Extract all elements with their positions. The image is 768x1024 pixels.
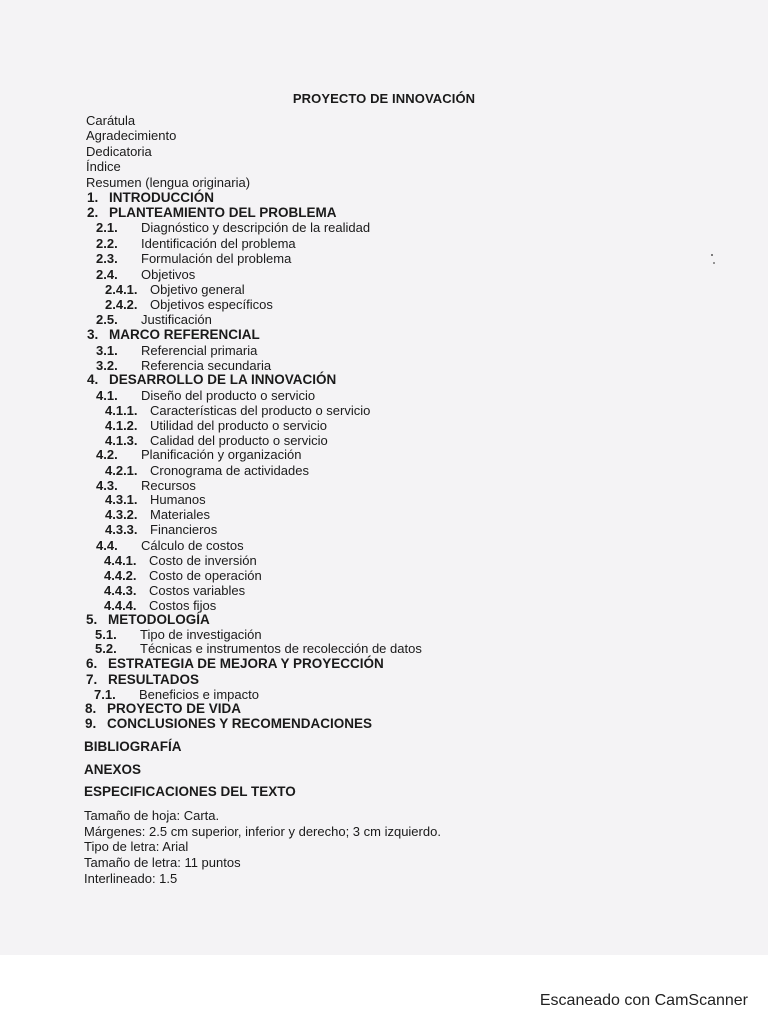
toc-text: Referencial primaria — [141, 343, 258, 358]
toc-number: 2.4.1. — [105, 282, 138, 297]
toc-number: 4.4.4. — [104, 598, 137, 613]
toc-text: Formulación del problema — [141, 251, 292, 266]
toc-text: Tipo de investigación — [140, 627, 262, 642]
toc-text: Costo de operación — [149, 568, 262, 583]
toc-number: 4.3.2. — [105, 507, 138, 522]
toc-number: 2. — [87, 205, 99, 220]
toc-number: 5.1. — [95, 627, 117, 642]
spec-line: Tipo de letra: Arial — [84, 839, 189, 854]
toc-number: 7. — [86, 672, 98, 687]
toc-number: 4.4. — [96, 538, 118, 553]
toc-number: 2.4. — [96, 267, 118, 282]
toc-number: 1. — [87, 190, 99, 205]
toc-number: 4.1.3. — [105, 433, 138, 448]
camscanner-watermark: Escaneado con CamScanner — [539, 992, 748, 1009]
toc-number: 4.4.2. — [104, 568, 137, 583]
toc-text: Objetivos — [141, 267, 196, 282]
prelim-item: Resumen (lengua originaria) — [86, 175, 251, 190]
toc-text: Costos fijos — [149, 598, 217, 613]
toc-number: 4.4.3. — [104, 583, 137, 598]
prelim-item: Agradecimiento — [86, 128, 177, 143]
prelim-item: Índice — [86, 159, 121, 174]
toc-number: 4.1.2. — [105, 418, 138, 433]
toc-number: 4.2. — [96, 447, 118, 462]
toc-number: 2.2. — [96, 236, 118, 251]
toc-text: Costo de inversión — [149, 553, 257, 568]
toc-text: Diseño del producto o servicio — [141, 388, 316, 403]
toc-text: ESTRATEGIA DE MEJORA Y PROYECCIÓN — [108, 656, 384, 671]
toc-text: Referencia secundaria — [141, 358, 272, 373]
toc-text: Costos variables — [149, 583, 246, 598]
toc-text: Justificación — [141, 312, 212, 327]
toc-number: 6. — [86, 656, 98, 671]
toc-number: 8. — [85, 701, 97, 716]
toc-number: 2.4.2. — [105, 297, 138, 312]
spec-line: Tamaño de letra: 11 puntos — [84, 855, 241, 870]
toc-text: Objetivo general — [150, 282, 245, 297]
toc-number: 7.1. — [94, 687, 116, 702]
toc-number: 3.1. — [96, 343, 118, 358]
toc-text: Identificación del problema — [141, 236, 296, 251]
annexes-heading: ANEXOS — [84, 762, 142, 777]
toc-text: Humanos — [150, 492, 206, 507]
spec-line: Tamaño de hoja: Carta. — [84, 808, 220, 823]
prelim-item: Dedicatoria — [86, 144, 152, 159]
toc-number: 2.1. — [96, 220, 118, 235]
toc-text: Cronograma de actividades — [150, 463, 309, 478]
toc-text: Materiales — [150, 507, 210, 522]
toc-text: PROYECTO DE VIDA — [107, 701, 242, 716]
toc-text: Técnicas e instrumentos de recolección de datos — [140, 641, 422, 656]
toc-number: 2.3. — [96, 251, 118, 266]
toc-text: Objetivos específicos — [150, 297, 273, 312]
toc-text: PLANTEAMIENTO DEL PROBLEMA — [109, 205, 337, 220]
toc-number: 4.3. — [96, 478, 118, 493]
toc-text: Recursos — [141, 478, 196, 493]
scan-speck — [711, 254, 713, 256]
toc-number: 3. — [87, 327, 99, 342]
toc-text: Características del producto o servicio — [150, 403, 371, 418]
toc-text: RESULTADOS — [108, 672, 199, 687]
toc-number: 5. — [86, 612, 98, 627]
scan-speck — [713, 262, 715, 264]
toc-text: INTRODUCCIÓN — [109, 190, 214, 205]
toc-text: DESARROLLO DE LA INNOVACIÓN — [109, 372, 337, 387]
toc-number: 9. — [85, 716, 97, 731]
prelim-item: Carátula — [86, 113, 136, 128]
toc-text: Cálculo de costos — [141, 538, 244, 553]
toc-text: Beneficios e impacto — [139, 687, 259, 702]
toc-text: CONCLUSIONES Y RECOMENDACIONES — [107, 716, 373, 731]
toc-number: 4.1. — [96, 388, 118, 403]
toc-text: Calidad del producto o servicio — [150, 433, 328, 448]
document-title: PROYECTO DE INNOVACIÓN — [292, 91, 476, 106]
toc-text: Utilidad del producto o servicio — [150, 418, 328, 433]
toc-text: METODOLOGÍA — [108, 612, 210, 627]
toc-text: Diagnóstico y descripción de la realidad — [141, 220, 371, 235]
toc-text: Planificación y organización — [141, 447, 302, 462]
toc-number: 3.2. — [96, 358, 118, 373]
toc-number: 4.1.1. — [105, 403, 138, 418]
toc-number: 4.2.1. — [105, 463, 138, 478]
toc-text: MARCO REFERENCIAL — [109, 327, 260, 342]
toc-number: 2.5. — [96, 312, 118, 327]
spec-line: Interlineado: 1.5 — [84, 871, 178, 886]
toc-number: 5.2. — [95, 641, 117, 656]
spec-line: Márgenes: 2.5 cm superior, inferior y derecho; 3 cm izquierdo. — [84, 824, 441, 839]
toc-text: Financieros — [150, 522, 218, 537]
toc-number: 4.4.1. — [104, 553, 137, 568]
specs-heading: ESPECIFICACIONES DEL TEXTO — [84, 784, 296, 799]
toc-number: 4. — [87, 372, 99, 387]
bibliography-heading: BIBLIOGRAFÍA — [84, 739, 182, 754]
toc-number: 4.3.1. — [105, 492, 138, 507]
toc-number: 4.3.3. — [105, 522, 138, 537]
